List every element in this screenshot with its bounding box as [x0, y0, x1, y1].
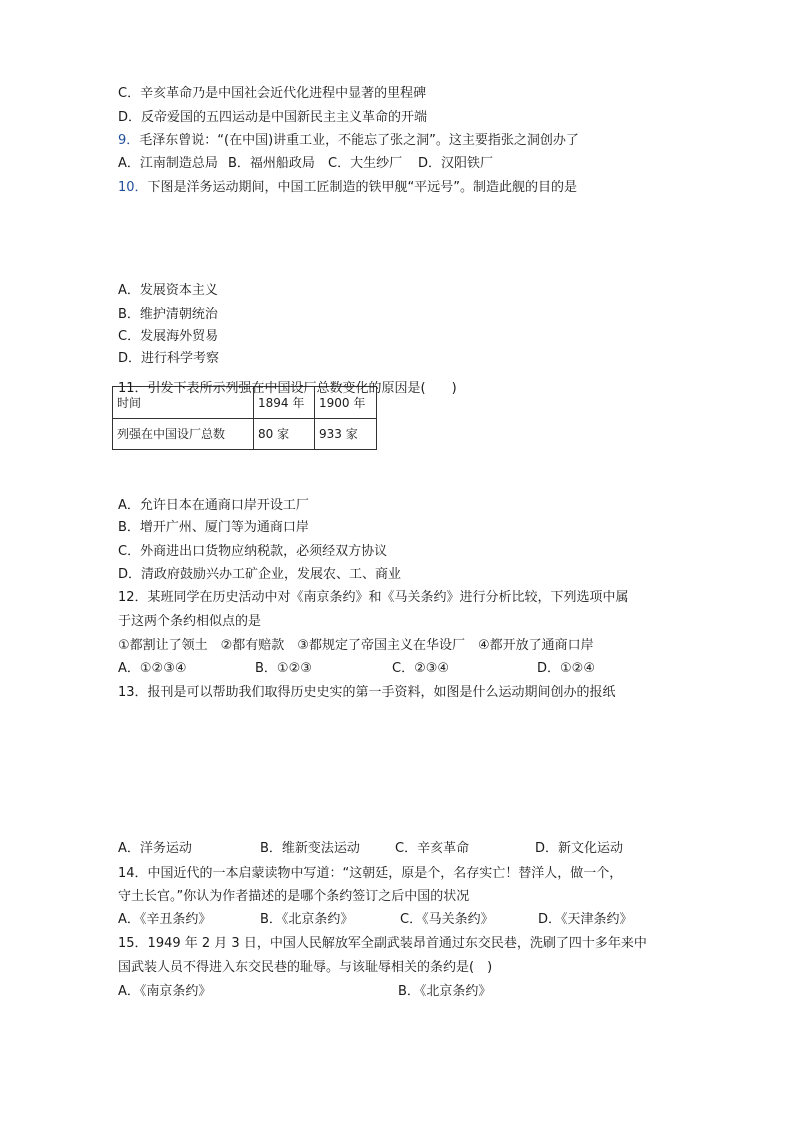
q11-table-header-1900: 1900 年 [315, 387, 377, 419]
q9-number: 9． [118, 133, 140, 148]
q10-option-c: C．发展海外贸易 [118, 329, 219, 344]
q12-option-d: D．①②④ [537, 661, 595, 676]
q9-stem [118, 133, 579, 149]
q12-option-a: A．①②③④ [118, 661, 187, 676]
q14-stem-line1: 14．中国近代的一本启蒙读物中写道：“这朝廷，原是个，名存实亡！替洋人，做一个， [118, 866, 623, 881]
q9-option-b: B．福州船政局 [228, 156, 315, 171]
q9-stem-text: 毛泽东曾说：“(在中国)讲重工业，不能忘了张之洞”。这主要指张之洞创办了 [139, 133, 579, 148]
q11-option-b: B．增开广州、厦门等为通商口岸 [118, 520, 309, 535]
q13-stem: 13．报刊是可以帮助我们取得历史史实的第一手资料，如图是什么运动期间创办的报纸 [118, 685, 616, 700]
q11-option-a: A．允许日本在通商口岸开设工厂 [118, 498, 309, 513]
q13-option-d: D．新文化运动 [535, 841, 624, 856]
q11-option-d: D．清政府鼓励兴办工矿企业，发展农、工、商业 [118, 567, 402, 582]
q10-stem-text: 下图是洋务运动期间，中国工匠制造的铁甲舰“平远号”。制造此舰的目的是 [147, 180, 578, 195]
q14-options [118, 912, 633, 928]
q12-option-b: B．①②③ [255, 661, 312, 676]
q13-options [118, 841, 623, 857]
q15-option-a: A．《南京条约》 [118, 984, 212, 999]
q15-stem-line2: 国武装人员不得进入东交民巷的耻辱。与该耻辱相关的条约是( ) [118, 960, 493, 975]
q15-option-b: B．《北京条约》 [398, 984, 492, 999]
q11-table-header-1894: 1894 年 [254, 387, 315, 419]
q12-stem-line1: 12．某班同学在历史活动中对《南京条约》和《马关条约》进行分析比较，下列选项中属 [118, 590, 629, 605]
q13-option-c: C．辛亥革命 [395, 841, 470, 856]
q12-options [118, 661, 595, 677]
q12-option-c: C．②③④ [392, 661, 450, 676]
q14-option-a: A．《辛丑条约》 [118, 912, 212, 927]
q12-stem-line2: 于这两个条约相似点的是 [118, 614, 262, 629]
q12-statements: ①都割让了领土 ②都有赔款 ③都规定了帝国主义在华设厂 ④都开放了通商口岸 [118, 638, 594, 653]
q15-stem-line1: 15．1949 年 2 月 3 日，中国人民解放军全副武装昂首通过东交民巷，洗刷了四十多年来中 [118, 936, 647, 951]
q14-option-d: D．《天津条约》 [538, 912, 633, 927]
q14-stem-line2: 守土长官。”你认为作者描述的是哪个条约签订之后中国的状况 [118, 889, 470, 904]
q13-option-b: B．维新变法运动 [260, 841, 360, 856]
q13-option-a: A．洋务运动 [118, 841, 192, 856]
q15-options [118, 984, 491, 1000]
q9-option-c: C．大生纱厂 [328, 156, 403, 171]
q10-option-d: D．进行科学考察 [118, 351, 220, 366]
q11-stem: 11．引发下表所示列强在中国设厂总数变化的原因是( ) [118, 381, 457, 396]
q10-option-a: A．发展资本主义 [118, 283, 218, 298]
q14-option-c: C．《马关条约》 [400, 912, 494, 927]
q11-option-c: C．外商进出口货物应纳税款，必须经双方协议 [118, 544, 388, 559]
q9-option-a: A．江南制造总局 [118, 156, 218, 171]
q11-table-row-label: 列强在中国设厂总数 [113, 418, 254, 450]
q11-table-value-1900: 933 家 [315, 418, 377, 450]
q14-option-b: B．《北京条约》 [260, 912, 354, 927]
q9-option-d: D．汉阳铁厂 [418, 156, 494, 171]
q11-table-header-time: 时间 [113, 387, 254, 419]
q10-stem [118, 180, 577, 196]
q8-option-c: C．辛亥革命乃是中国社会近代化进程中显著的里程碑 [118, 86, 427, 101]
q10-option-b: B．维护清朝统治 [118, 307, 218, 322]
q11-table-value-1894: 80 家 [254, 418, 315, 450]
q10-number: 10． [118, 180, 148, 195]
q8-option-d: D．反帝爱国的五四运动是中国新民主主义革命的开端 [118, 110, 428, 125]
q9-options [118, 156, 493, 172]
